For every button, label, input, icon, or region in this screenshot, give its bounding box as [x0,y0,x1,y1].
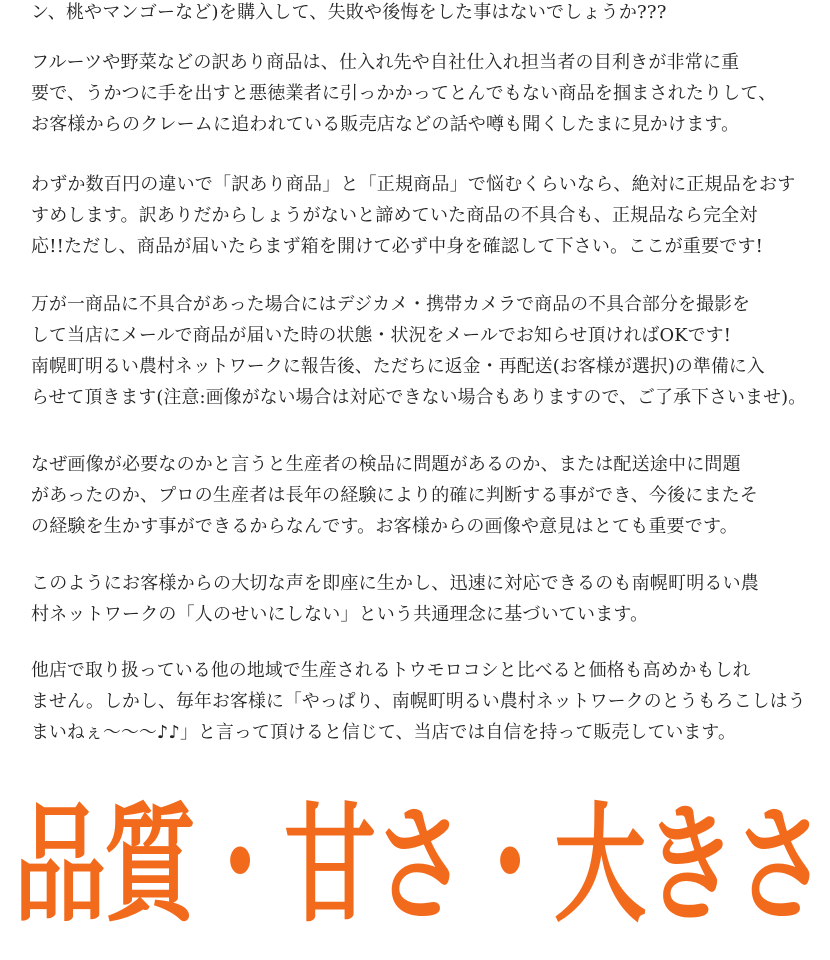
headline-quality-sweetness-size: 品質・甘さ・大きさ [14,790,825,940]
paragraph-line: このようにお客様からの大切な声を即座に生かし、迅速に対応できるのも南幌町明るい農 [31,573,759,594]
paragraph-line: らせて頂きます(注意:画像がない場合は対応できない場合もありますので、ご了承下さいませ)。 [31,387,807,408]
paragraph-line: 村ネットワークの「人のせいにしない」という共通理念に基づいています。 [31,604,649,625]
paragraph-5 [31,449,758,542]
paragraph-line: 他店で取り扱っている他の地域で生産されるトウモロコシと比べると価格も高めかもしれ [31,660,751,681]
paragraph-line: フルーツや野菜などの訳あり商品は、仕入れ先や自社仕入れ担当者の目利きが非常に重 [31,52,740,73]
paragraph-6 [31,568,759,630]
paragraph-line: お客様からのクレームに追われている販売店などの話や噂も聞くしたまに見かけます。 [31,114,740,135]
paragraph-line: 万が一商品に不具合があった場合にはデジカメ・携帯カメラで商品の不具合部分を撮影を [31,294,751,315]
paragraph-line: して当店にメールで商品が届いた時の状態・状況をメールでお知らせ頂ければOKです! [31,325,732,346]
paragraph-2 [31,47,776,140]
paragraph-line: 要で、うかつに手を出すと悪徳業者に引っかかってとんでもない商品を掴まされたりして、 [31,83,777,104]
paragraph-line: ません。しかし、毎年お客様に「やっぱり、南幌町明るい農村ネットワークのとうもろこしはう [31,691,806,712]
paragraph-line: 南幌町明るい農村ネットワークに報告後、ただちに返金・再配送(お客様が選択)の準備に入 [31,356,765,377]
paragraph-3 [31,169,795,262]
paragraph-line: わずか数百円の違いで「訳あり商品」と「正規商品」で悩むくらいなら、絶対に正規品をおす [31,174,796,195]
paragraph-7 [31,655,815,748]
paragraph-line: があったのか、プロの生産者は長年の経験により的確に判断する事ができ、今後にまたそ [31,485,759,506]
paragraph-1 [31,0,667,28]
paragraph-line: の経験を生かす事ができるからなんです。お客様からの画像や意見はとても重要です。 [31,516,738,537]
paragraph-line: なぜ画像が必要なのかと言うと生産者の検品に問題があるのか、または配送途中に問題 [31,454,741,475]
paragraph-line: 応!!ただし、商品が届いたらまず箱を開けて必ず中身を確認して下さい。ここが重要です! [31,236,764,257]
paragraph-line: ン、桃やマンゴーなど)を購入して、失敗や後悔をした事はないでしょうか??? [31,2,667,23]
paragraph-line: すめします。訳ありだからしょうがないと諦めていた商品の不具合も、正規品なら完全対 [31,205,758,226]
paragraph-line: まいねぇ〜〜〜♪♪」と言って頂けると信じて、当店では自信を持って販売しています。 [31,722,736,743]
paragraph-4 [31,289,815,413]
